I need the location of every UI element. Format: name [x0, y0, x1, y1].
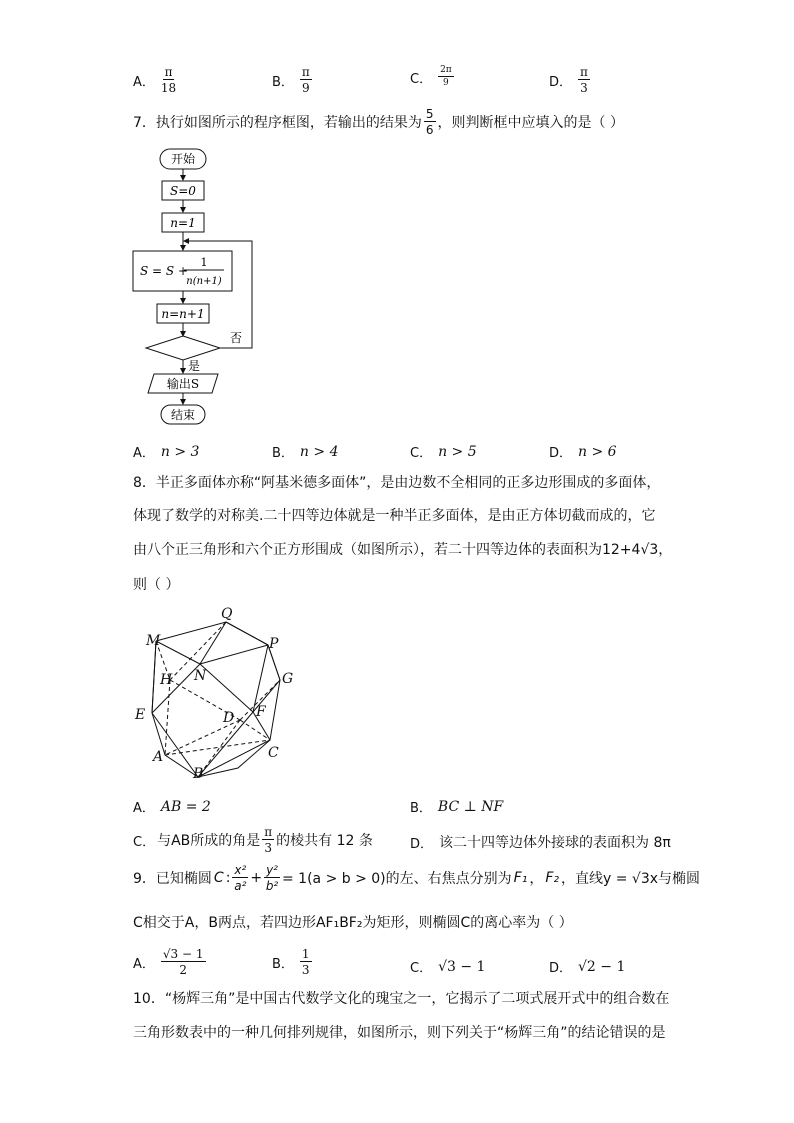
option-label: A．: [133, 956, 155, 972]
q8-polyhedron-figure: [128, 600, 308, 785]
vertex-label-g: G: [282, 671, 294, 687]
option-label: B．: [272, 446, 294, 461]
q8-line-1: 8．半正多面体亦称“阿基米德多面体”，是由边数不全相同的正多边形围成的多面体，: [133, 475, 661, 491]
option-label: C．: [410, 446, 433, 461]
s-update-num: 1: [200, 256, 208, 269]
vertex-label-q: Q: [221, 606, 233, 622]
option-label: B．: [410, 801, 432, 816]
q7-flowchart: [120, 140, 280, 430]
vertex-label-d: D: [223, 710, 235, 726]
q9-line-2: C相交于A，B两点，若四边形AF₁BF₂为矩形，则椭圆C的离心率为（ ）: [133, 915, 573, 931]
q9-line-1: 9．已知椭圆 C : $\frac{\text{x²}}{\text{a²}}$ + $\frac{\text{y²}}{\text{b²}}$ = 1(a > b > 0)的左、右焦点分别为 F₁ ， F₂ ，直线y = √3x与椭圆: [133, 863, 701, 893]
option-text: √3 − 1: [438, 958, 486, 975]
s-update-den: n(n+1): [186, 276, 222, 287]
fraction: $\frac{\pi}{3}$: [580, 65, 588, 95]
vertex-label-a: A: [153, 749, 164, 765]
q6-option-a[interactable]: [133, 66, 176, 94]
q6-option-c[interactable]: [410, 66, 454, 88]
s-init-label: S=0: [170, 184, 196, 198]
q6-option-d[interactable]: [549, 66, 590, 94]
q9-option-c[interactable]: [410, 957, 485, 976]
option-label: D．: [410, 836, 434, 852]
n-init-label: n=1: [170, 216, 196, 230]
n-increment-label: n=n+1: [161, 307, 205, 321]
q10-line-2: 三角形数表中的一种几何排列规律，如图所示，则下列关于“杨辉三角”的结论错误的是: [133, 1025, 666, 1041]
option-label: C．: [410, 71, 433, 87]
vertex-label-h: H: [160, 672, 173, 688]
q7-option-b[interactable]: [272, 442, 338, 461]
option-label: D．: [549, 74, 573, 90]
q7-option-a[interactable]: [133, 442, 199, 461]
q8-option-a[interactable]: [133, 797, 211, 816]
q8-option-d[interactable]: [410, 832, 671, 852]
no-label: 否: [230, 331, 243, 345]
q7-option-c[interactable]: [410, 442, 477, 461]
start-label: 开始: [170, 152, 196, 166]
fraction: $\frac{1}{3}$: [301, 947, 310, 977]
vertex-label-b: B: [193, 766, 204, 782]
option-text-before: 与AB所成的角是: [157, 833, 261, 849]
option-label: A．: [133, 446, 155, 461]
option-label: B．: [272, 956, 294, 972]
vertex-label-p: P: [269, 636, 279, 652]
fraction-x: $\frac{\text{x²}}{\text{a²}}$: [234, 863, 247, 893]
option-label: D．: [549, 961, 573, 976]
option-label: A．: [133, 801, 155, 816]
decision-diamond: [146, 336, 220, 360]
q7-question: 7．执行如图所示的程序框图，若输出的结果为 $\frac{5}{6}$ ，则判断框中应填入的是（ ）: [133, 107, 624, 137]
option-text: n > 6: [578, 443, 617, 460]
yes-label: 是: [188, 359, 201, 373]
q7-option-d[interactable]: [549, 442, 617, 461]
fraction: $\frac{2\pi}{9}$: [440, 65, 452, 88]
q8-option-c[interactable]: [133, 826, 373, 854]
q9-option-a[interactable]: [133, 948, 206, 976]
option-label: B．: [272, 74, 294, 90]
end-label: 结束: [170, 408, 196, 422]
q6-option-b[interactable]: [272, 66, 312, 94]
fraction: $\frac{\pi}{18}$: [160, 65, 177, 95]
q8-line-4: 则（ ）: [133, 577, 180, 593]
option-text: BC ⊥ NF: [437, 798, 504, 815]
option-text-after: 的棱共有 12 条: [276, 833, 373, 849]
q9-option-b[interactable]: [272, 948, 312, 976]
option-label: C．: [133, 834, 156, 850]
option-text: AB = 2: [160, 798, 211, 815]
q8-option-b[interactable]: [410, 797, 503, 816]
option-label: A．: [133, 74, 155, 90]
q9-option-d[interactable]: [549, 957, 625, 976]
vertex-label-c: C: [268, 745, 279, 761]
option-text: √2 − 1: [578, 958, 626, 975]
fraction: $\frac{\pi}{9}$: [301, 65, 310, 95]
fraction-y: $\frac{\text{y²}}{\text{b²}}$: [265, 863, 279, 893]
q8-line-2: 体现了数学的对称美.二十四等边体就是一种半正多面体，是由正方体切截而成的，它: [133, 508, 656, 524]
fraction: $\frac{\pi}{3}$: [264, 825, 273, 855]
vertex-label-m: M: [146, 633, 161, 649]
s-update-lhs: S = S +: [140, 264, 188, 278]
vertex-label-e: E: [135, 707, 146, 723]
option-text: n > 4: [299, 443, 339, 460]
vertex-label-f: F: [256, 704, 266, 720]
output-label: 输出S: [166, 377, 200, 391]
q10-line-1: 10．“杨辉三角”是中国古代数学文化的瑰宝之一，它揭示了二项式展开式中的组合数在: [133, 991, 670, 1007]
option-label: C．: [410, 961, 433, 976]
option-text: n > 3: [160, 443, 200, 460]
option-text: 该二十四等边体外接球的表面积为 8π: [439, 835, 671, 851]
option-text: n > 5: [438, 443, 477, 460]
option-label: D．: [549, 446, 573, 461]
fraction: $\frac{√3 - 1}{2}$: [162, 947, 204, 977]
fraction: $\frac{5}{6}$: [425, 107, 434, 137]
vertex-label-n: N: [194, 668, 207, 684]
q8-line-3: 由八个正三角形和六个正方形围成（如图所示），若二十四等边体的表面积为12+4√3，: [133, 542, 673, 558]
